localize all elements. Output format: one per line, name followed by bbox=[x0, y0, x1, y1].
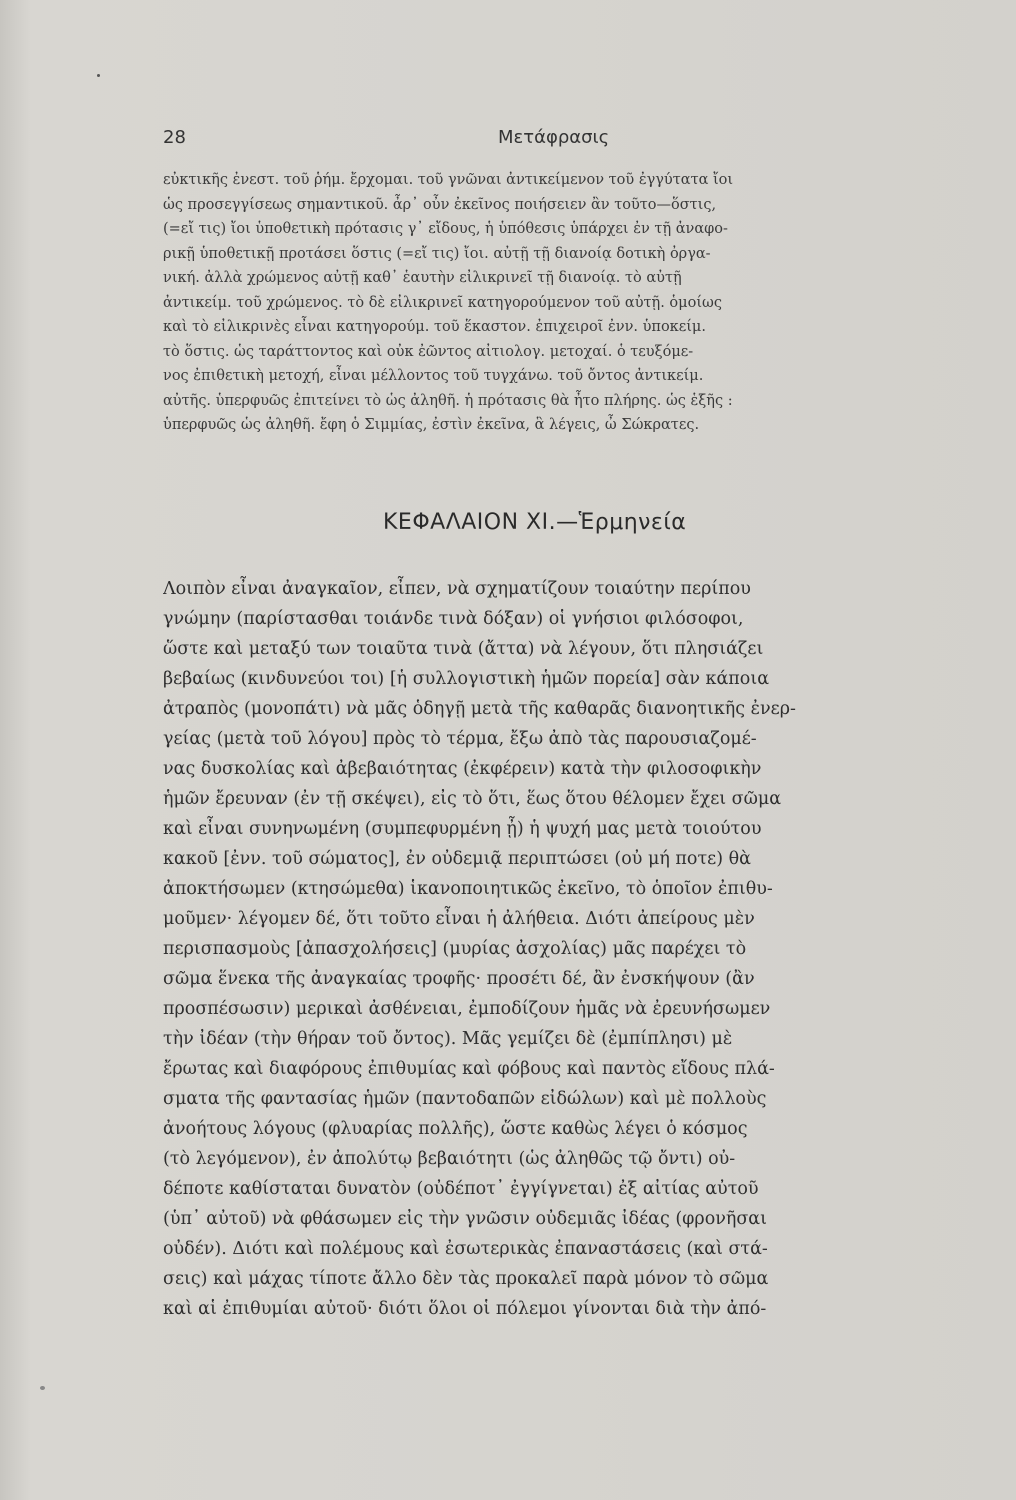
body-line: ἀτραπὸς (μονοπάτι) νὰ μᾶς ὁδηγῇ μετὰ τῆς καθαρᾶς διανοητικῆς ἐνερ- bbox=[163, 699, 796, 719]
note-line: τὸ ὅστις. ὡς ταράττοντος καὶ οὐκ ἐῶντος αἰτιολογ. μετοχαί. ὁ τευξόμε- bbox=[163, 343, 694, 360]
note-line: νος ἐπιθετικὴ μετοχή, εἶναι μέλλοντος τοῦ τυγχάνω. τοῦ ὄντος ἀντικείμ. bbox=[163, 368, 704, 384]
note-line: καὶ τὸ εἰλικρινὲς εἶναι κατηγορούμ. τοῦ ἕκαστον. ἐπιχειροῖ ἐνν. ὑποκείμ. bbox=[163, 319, 706, 335]
body-line: σματα τῆς φαντασίας ἡμῶν (παντοδαπῶν εἰδώλων) καὶ μὲ πολλοὺς bbox=[163, 1089, 767, 1109]
body-line: νας δυσκολίας καὶ ἀβεβαιότητας (ἐκφέρειν) κατὰ τὴν φιλοσοφικὴν bbox=[163, 759, 762, 779]
body-line: ἀνοήτους λόγους (φλυαρίας πολλῆς), ὥστε καθὼς λέγει ὁ κόσμος bbox=[163, 1119, 748, 1139]
body-line: ἀποκτήσωμεν (κτησώμεθα) ἱκανοποιητικῶς ἐκεῖνο, τὸ ὁποῖον ἐπιθυ- bbox=[163, 879, 773, 899]
body-line: μοῦμεν· λέγομεν δέ, ὅτι τοῦτο εἶναι ἡ ἀλήθεια. Διότι ἀπείρους μὲν bbox=[163, 909, 755, 929]
body-line: Λοιπὸν εἶναι ἀναγκαῖον, εἶπεν, νὰ σχηματίζουν τοιαύτην περίπου bbox=[163, 579, 751, 599]
body-line: οὐδέν). Διότι καὶ πολέμους καὶ ἐσωτερικὰς ἐπαναστάσεις (καὶ στά- bbox=[163, 1239, 768, 1259]
note-line: ρικῇ ὑποθετικῇ προτάσει ὅστις (=εἴ τις) ἴοι. αὐτῇ τῇ διανοίᾳ δοτικὴ ὀργα- bbox=[163, 245, 711, 262]
body-line: (τὸ λεγόμενον), ἐν ἀπολύτῳ βεβαιότητι (ὡς ἀληθῶς τῷ ὄντι) οὐ- bbox=[163, 1149, 736, 1169]
page-number: 28 bbox=[163, 127, 186, 148]
body-line: δέποτε καθίσταται δυνατὸν (οὐδέποτ᾽ ἐγγίγνεται) ἐξ αἰτίας αὐτοῦ bbox=[163, 1179, 759, 1199]
note-line: αὐτῆς. ὑπερφυῶς ἐπιτείνει τὸ ὡς ἀληθῆ. ἡ πρότασις θὰ ἦτο πλήρης. ὡς ἑξῆς : bbox=[163, 392, 733, 409]
body-line: (ὑπ᾽ αὐτοῦ) νὰ φθάσωμεν εἰς τὴν γνῶσιν οὐδεμιᾶς ἰδέας (φρονῆσαι bbox=[163, 1209, 767, 1229]
body-line: γνώμην (παρίστασθαι τοιάνδε τινὰ δόξαν) οἱ γνήσιοι φιλόσοφοι, bbox=[163, 609, 744, 629]
body-line: ὥστε καὶ μεταξύ των τοιαῦτα τινὰ (ἄττα) νὰ λέγουν, ὅτι πλησιάζει bbox=[163, 639, 764, 659]
ink-speck bbox=[97, 74, 100, 77]
note-line: (=εἴ τις) ἴοι ὑποθετικὴ πρότασις γ᾽ εἴδους, ἡ ὑπόθεσις ὑπάρχει ἐν τῇ ἀναφο- bbox=[163, 221, 728, 237]
body-line: καὶ αἱ ἐπιθυμίαι αὐτοῦ· διότι ὅλοι οἱ πόλεμοι γίνονται διὰ τὴν ἀπό- bbox=[163, 1299, 767, 1319]
chapter-heading: ΚΕΦΑΛΑΙΟΝ ΧΙ.—Ἑρμηνεία bbox=[383, 510, 687, 535]
body-line: σεις) καὶ μάχας τίποτε ἄλλο δὲν τὰς προκαλεῖ παρὰ μόνον τὸ σῶμα bbox=[163, 1269, 769, 1289]
body-line: γείας (μετὰ τοῦ λόγου] πρὸς τὸ τέρμα, ἔξω ἀπὸ τὰς παρουσιαζομέ- bbox=[163, 729, 757, 749]
body-line: βεβαίως (κινδυνεύοι τοι) [ἡ συλλογιστικὴ ἡμῶν πορεία] σὰν κάποια bbox=[163, 669, 770, 689]
note-line: ὡς προσεγγίσεως σημαντικοῦ. ἆρ᾽ οὖν ἐκεῖνος ποιήσειεν ἂν τοῦτο—ὅστις, bbox=[163, 196, 717, 213]
body-line: περισπασμοὺς [ἀπασχολήσεις] (μυρίας ἀσχολίας) μᾶς παρέχει τὸ bbox=[163, 939, 747, 959]
body-line: προσπέσωσιν) μερικαὶ ἀσθένειαι, ἐμποδίζουν ἡμᾶς νὰ ἐρευνήσωμεν bbox=[163, 999, 771, 1019]
body-line: κακοῦ [ἐνν. τοῦ σώματος], ἐν οὐδεμιᾷ περιπτώσει (οὐ μή ποτε) θὰ bbox=[163, 849, 751, 869]
body-line: σῶμα ἕνεκα τῆς ἀναγκαίας τροφῆς· προσέτι δέ, ἂν ἐνσκήψουν (ἂν bbox=[163, 969, 755, 989]
note-line: νική. ἀλλὰ χρώμενος αὐτῇ καθ᾽ ἑαυτὴν εἰλικρινεῖ τῇ διανοίᾳ. τὸ αὐτῇ bbox=[163, 270, 682, 286]
note-line: ὑπερφυῶς ὡς ἀληθῆ. ἔφη ὁ Σιμμίας, ἐστὶν ἐκεῖνα, ἃ λέγεις, ὦ Σώκρατες. bbox=[163, 417, 700, 433]
translation-body bbox=[163, 574, 993, 1324]
ink-speck bbox=[40, 1386, 45, 1390]
body-line: ἔρωτας καὶ διαφόρους ἐπιθυμίας καὶ φόβους καὶ παντὸς εἴδους πλά- bbox=[163, 1059, 775, 1079]
commentary-notes bbox=[163, 168, 993, 438]
note-line: ἀντικείμ. τοῦ χρώμενος. τὸ δὲ εἰλικρινεῖ κατηγορούμενον τοῦ αὐτῇ. ὁμοίως bbox=[163, 294, 722, 311]
note-line: εὐκτικῆς ἐνεστ. τοῦ ῥήμ. ἔρχομαι. τοῦ γνῶναι ἀντικείμενον τοῦ ἐγγύτατα ἴοι bbox=[163, 172, 734, 188]
running-title: Μετάφρασις bbox=[498, 127, 610, 148]
body-line: τὴν ἰδέαν (τὴν θήραν τοῦ ὄντος). Μᾶς γεμίζει δὲ (ἐμπίπλησι) μὲ bbox=[163, 1029, 733, 1049]
body-line: ἡμῶν ἔρευναν (ἐν τῇ σκέψει), εἰς τὸ ὅτι, ἕως ὅτου θέλομεν ἔχει σῶμα bbox=[163, 789, 782, 809]
body-line: καὶ εἶναι συνηνωμένη (συμπεφυρμένη ᾖ) ἡ ψυχή μας μετὰ τοιούτου bbox=[163, 819, 762, 839]
